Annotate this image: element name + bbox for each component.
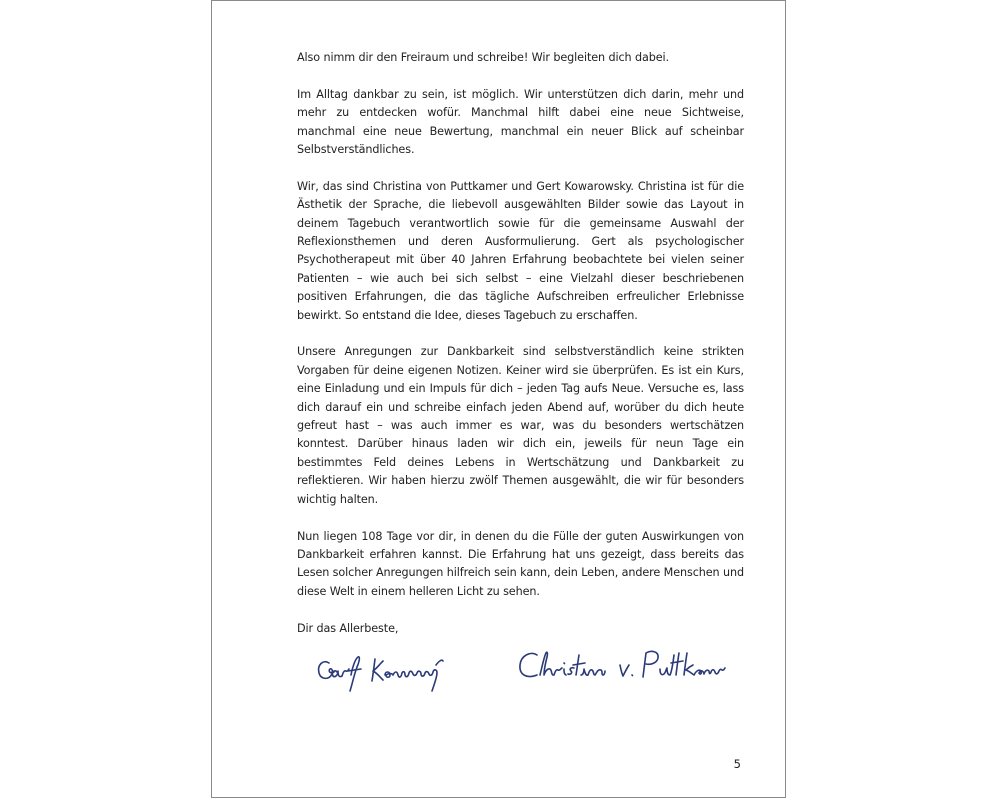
closing-line: Dir das Allerbeste, xyxy=(297,621,399,635)
signature-christina-v-puttkamer xyxy=(517,645,727,691)
signature-gert-kowarowsky xyxy=(315,647,475,697)
letter-body xyxy=(297,49,744,656)
signatures xyxy=(297,641,747,701)
page-number: 5 xyxy=(733,757,741,771)
book-page xyxy=(211,0,786,798)
paragraph-108-days: Nun liegen 108 Tage vor dir, in denen du die Fülle der guten Auswirkungen von Dankbarkeit erfahren kannst. Die Erfahrung hat uns gezeigt, dass bereits das Lesen solcher Anregungen hilfreich sein kann, dein Leben, andere Menschen und diese Welt in einem helleren Licht zu sehen. xyxy=(297,529,744,598)
paragraph-intro: Also nimm dir den Freiraum und schreibe! Wir begleiten dich dabei. xyxy=(297,51,669,64)
paragraph-suggestions: Unsere Anregungen zur Dankbarkeit sind selbstverständlich keine strikten Vorgaben für deine eigenen Notizen. Keiner wird sie überprüfen. Es ist ein Kurs, eine Einladung und ein Impuls für dich – jeden Tag aufs Neue. Versuche es, lass dich darauf ein und schreibe einfach jeden Abend auf, worüber du dich heute gefreut hast – was auch immer es war, was du besonders wertschätzen konntest. Darüber hinaus laden wir dich ein, jeweils für neun Tage ein bestimmtes Feld deines Lebens in Wertschätzung und Dankbarkeit zu reflektieren. Wir haben hierzu zwölf Themen ausgewählt, die wir für besonders wichtig halten. xyxy=(297,345,744,506)
paragraph-gratitude: Im Alltag dankbar zu sein, ist möglich. Wir unterstützen dich darin, mehr und mehr zu entdecken wofür. Manchmal hilft dabei eine neue Sichtweise, manchmal eine neue Bewertung, manchmal ein neuer Blick auf scheinbar Selbstverständliches. xyxy=(297,87,744,157)
paragraph-authors: Wir, das sind Christina von Puttkamer und Gert Kowarowsky. Christina ist für die Ästhetik der Sprache, die liebevoll ausgewählten Bilder sowie das Layout in deinem Tagebuch verantwortlich sowie für die gemeinsame Auswahl der Reflexionsthemen und deren Ausformulierung. Gert als psychologischer Psychotherapeut mit über 40 Jahren Erfahrung beobachtete bei vielen seiner Patienten – wie auch bei sich selbst – eine Vielzahl dieser beschriebenen positiven Erfahrungen, die das tägliche Aufschreiben erfreulicher Erlebnisse bewirkt. So entstand die Idee, dieses Tagebuch zu erschaffen. xyxy=(297,179,744,322)
